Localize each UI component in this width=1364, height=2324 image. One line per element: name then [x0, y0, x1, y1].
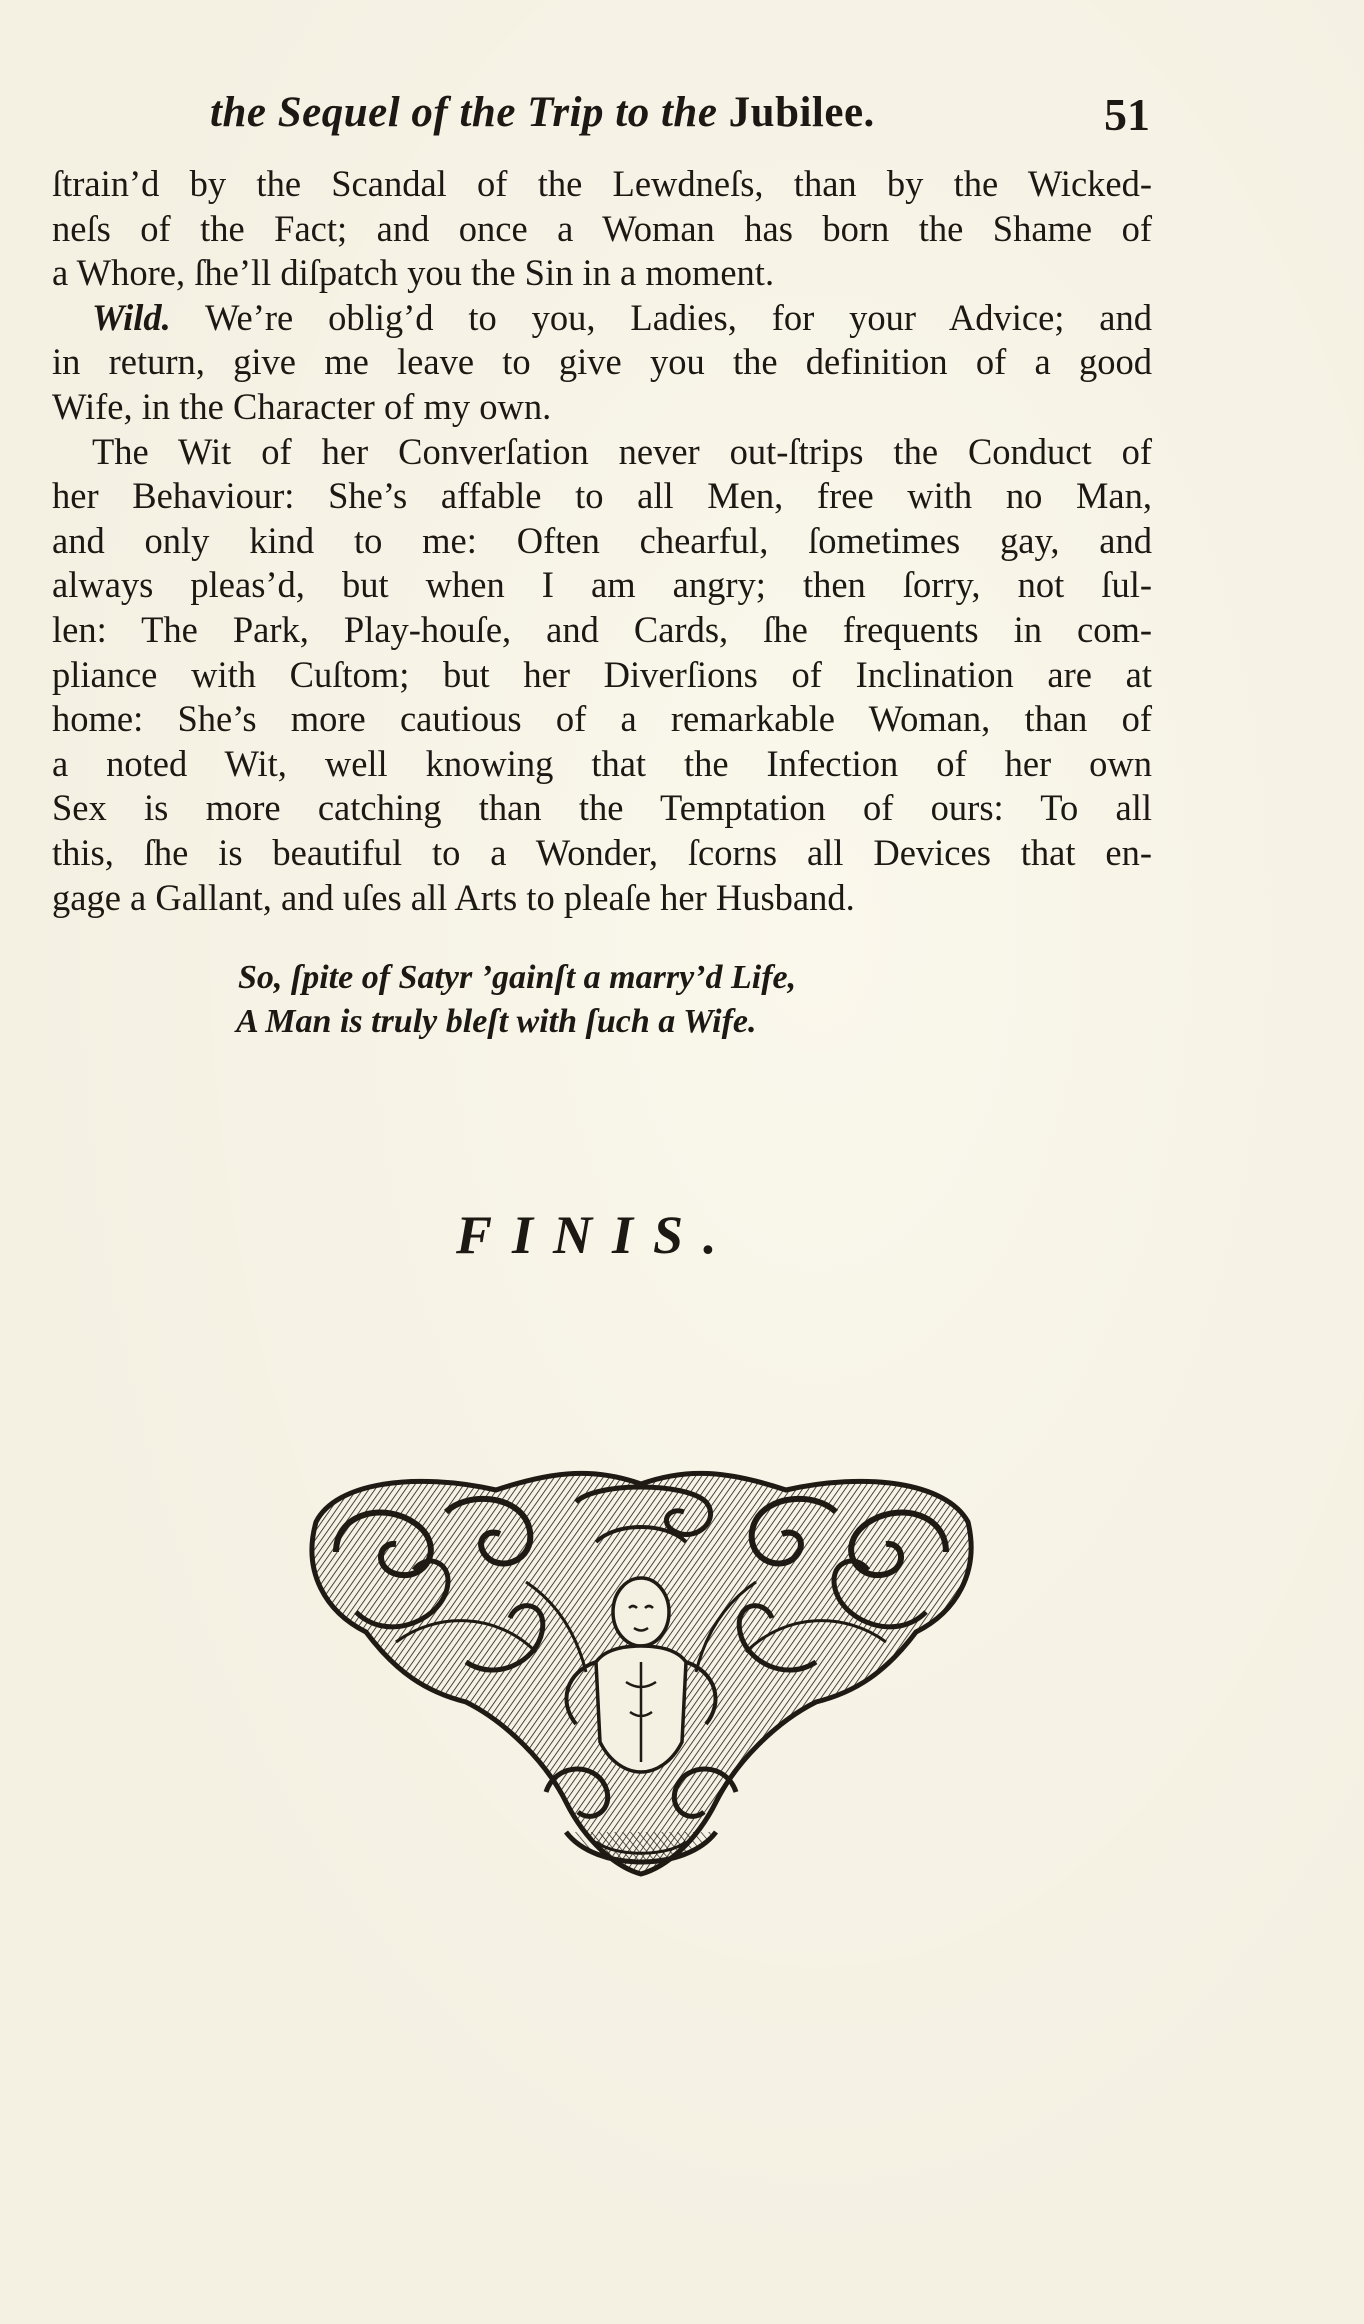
finis-heading: FINIS. — [456, 1205, 737, 1265]
text-line: a Whore, ſhe’ll diſpatch you the Sin in a moment. — [52, 252, 775, 294]
speaker-name: Wild. — [92, 296, 171, 338]
text-line: and only kind to me: Often chearful, ſometimes gay, and — [52, 519, 1152, 561]
text-line: Sex is more catching than the Temptation of ours: To all — [52, 787, 1152, 829]
text-line: a noted Wit, well knowing that the Infection of her own — [52, 742, 1152, 784]
paragraph-1 — [52, 162, 1152, 296]
couplet-line-1: So, ſpite of Satyr ’gainſt a marry’d Life, — [238, 959, 797, 996]
text-line: always pleas’d, but when I am angry; then ſorry, not ſul- — [52, 564, 1152, 606]
running-title-upright: Jubilee. — [728, 89, 875, 136]
text-line — [52, 296, 1152, 341]
ornament-drawing — [296, 1462, 986, 1882]
text-line: this, ſhe is beautiful to a Wonder, ſcorns all Devices that en- — [52, 831, 1152, 873]
text-line: gage a Gallant, and uſes all Arts to pleaſe her Husband. — [52, 876, 855, 918]
couplet-line-2: A Man is truly bleſt with ſuch a Wife. — [236, 1003, 757, 1040]
page-number: 51 — [1104, 89, 1150, 140]
running-head — [210, 88, 1150, 148]
text-line: pliance with Cuſtom; but her Diverſions of Inclination are at — [52, 653, 1152, 695]
tailpiece-ornament-icon — [296, 1462, 986, 1882]
text-line: Wife, in the Character of my own. — [52, 385, 552, 427]
running-title-italic: the Sequel of the Trip to the — [210, 89, 718, 136]
running-title — [210, 88, 875, 137]
paragraph-2 — [52, 296, 1152, 430]
text-line: her Behaviour: She’s affable to all Men, free with no Man, — [52, 475, 1152, 517]
text-line: The Wit of her Converſation never out-ſtrips the Conduct of — [92, 430, 1152, 472]
text-line: home: She’s more cautious of a remarkable Woman, than of — [52, 698, 1152, 740]
body-text — [52, 162, 1152, 920]
text-line: neſs of the Fact; and once a Woman has born the Shame of — [52, 207, 1152, 249]
text-line: len: The Park, Play-houſe, and Cards, ſhe frequents in com- — [52, 608, 1152, 650]
closing-couplet — [236, 956, 956, 1044]
text-line: ſtrain’d by the Scandal of the Lewdneſs, than by the Wicked- — [52, 163, 1152, 204]
speech-text: We’re oblig’d to you, Ladies, for your Advice; and — [204, 296, 1152, 338]
paragraph-3 — [52, 430, 1152, 921]
text-line: in return, give me leave to give you the definition of a good — [52, 341, 1152, 383]
